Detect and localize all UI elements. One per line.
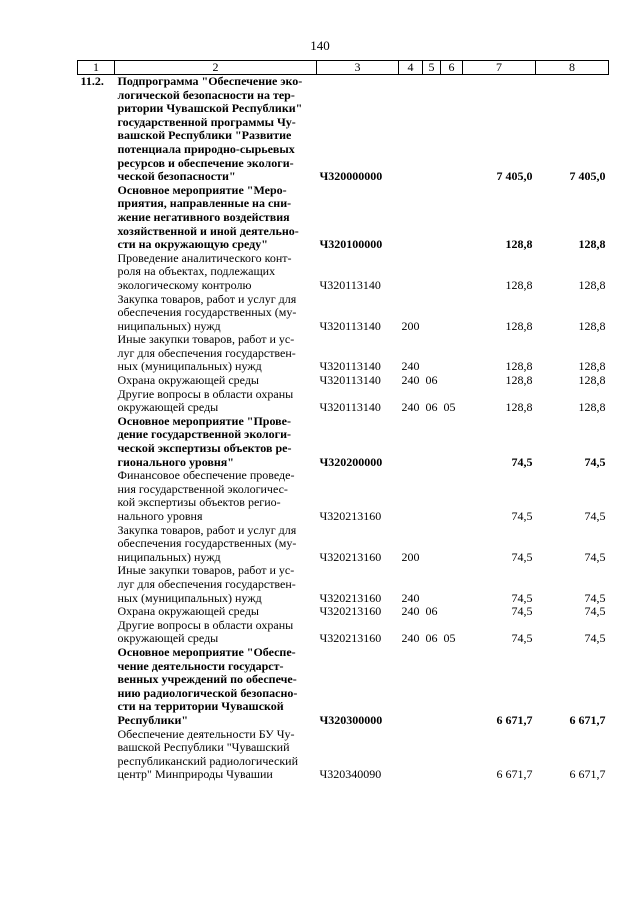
row-name-line: вашской Республики "Чувашский bbox=[117, 740, 290, 755]
amount-col-8: 7 405,0 bbox=[569, 169, 606, 184]
section-code bbox=[423, 252, 441, 293]
row-name-line: Закупка товаров, работ и услуг для bbox=[117, 291, 297, 306]
row-number bbox=[78, 333, 115, 374]
table-row bbox=[78, 75, 609, 184]
amount-col-7: 74,5 bbox=[511, 454, 533, 469]
row-number bbox=[78, 374, 115, 388]
subsection-code bbox=[441, 469, 463, 523]
subsection-code bbox=[441, 524, 463, 565]
row-name-line: чение деятельности государст- bbox=[117, 658, 284, 673]
row-name-line: Основное мероприятие "Обеспе- bbox=[117, 644, 296, 659]
table-row bbox=[78, 374, 609, 388]
page-number: 140 bbox=[310, 38, 330, 53]
row-number bbox=[78, 252, 115, 293]
row-name bbox=[115, 388, 317, 415]
amount-col-8: 74,5 bbox=[584, 631, 606, 646]
expense-type-code: 240 bbox=[401, 359, 420, 374]
target-article-code: Ч320213160 bbox=[319, 631, 382, 646]
section-code bbox=[423, 333, 441, 374]
amount-col-7: 128,8 bbox=[505, 237, 533, 252]
target-article-code: Ч320340090 bbox=[319, 767, 382, 782]
section-code bbox=[423, 524, 441, 565]
budget-table bbox=[77, 60, 609, 782]
header-col-2: 2 bbox=[115, 61, 317, 75]
header-col-5: 5 bbox=[423, 61, 441, 75]
row-name-line: Подпрограмма "Обеспечение эко- bbox=[117, 74, 303, 88]
row-name bbox=[115, 619, 317, 646]
table-row bbox=[78, 388, 609, 415]
row-name-line: роля на объектах, подлежащих bbox=[117, 264, 276, 279]
row-number bbox=[78, 646, 115, 728]
row-name-line: ритории Чувашской Республики" bbox=[117, 101, 303, 116]
section-code bbox=[423, 415, 441, 469]
table-row bbox=[78, 619, 609, 646]
row-number bbox=[78, 388, 115, 415]
row-name-line: Основное мероприятие "Меро- bbox=[117, 182, 287, 197]
amount-col-7: 7 405,0 bbox=[496, 169, 533, 184]
expense-type-code: 200 bbox=[401, 549, 420, 564]
row-name-line: центр" Минприроды Чувашии bbox=[117, 767, 273, 782]
target-article-code: Ч320113140 bbox=[319, 373, 381, 388]
header-col-7: 7 bbox=[463, 61, 536, 75]
amount-col-7: 74,5 bbox=[511, 604, 533, 619]
target-article-code: Ч320213160 bbox=[319, 590, 382, 605]
header-col-3: 3 bbox=[317, 61, 399, 75]
expense-type-code: 240 bbox=[401, 400, 420, 415]
amount-col-7: 74,5 bbox=[511, 549, 533, 564]
row-number bbox=[78, 184, 115, 252]
target-article-code: Ч320113140 bbox=[319, 359, 381, 374]
row-name-line: луг для обеспечения государствен- bbox=[117, 345, 296, 360]
row-number bbox=[78, 564, 115, 605]
row-name-line: Другие вопросы в области охраны bbox=[117, 617, 294, 632]
row-name-line: окружающей среды bbox=[117, 631, 219, 646]
row-name-line: дение государственной экологи- bbox=[117, 427, 292, 442]
row-name bbox=[115, 415, 317, 469]
row-name-line: венных учреждений по обеспече- bbox=[117, 672, 297, 687]
row-name bbox=[115, 728, 317, 782]
row-name-line: ных (муниципальных) нужд bbox=[117, 359, 262, 374]
subsection-code bbox=[441, 252, 463, 293]
section-code bbox=[423, 75, 441, 184]
row-number bbox=[78, 415, 115, 469]
row-name-line: ресурсов и обеспечение экологи- bbox=[117, 155, 294, 170]
amount-col-8: 74,5 bbox=[584, 549, 606, 564]
row-name-line: ниципальных) нужд bbox=[117, 549, 221, 564]
row-name-line: вашской Республики "Развитие bbox=[117, 128, 292, 143]
target-article-code: Ч320100000 bbox=[319, 237, 383, 252]
amount-col-7: 128,8 bbox=[505, 400, 533, 415]
section-code bbox=[423, 184, 441, 252]
row-name bbox=[115, 75, 317, 184]
row-number bbox=[78, 728, 115, 782]
target-article-code: Ч320113140 bbox=[319, 318, 381, 333]
amount-col-8: 74,5 bbox=[584, 509, 606, 523]
table-row bbox=[78, 728, 609, 782]
subsection-code bbox=[441, 564, 463, 605]
subsection-code bbox=[441, 646, 463, 728]
row-name-line: Финансовое обеспечение проведе- bbox=[117, 468, 295, 483]
subsection-code bbox=[441, 728, 463, 782]
row-name-line: сти на территории Чувашской bbox=[117, 699, 284, 714]
subsection-code bbox=[441, 605, 463, 619]
subsection-code bbox=[441, 333, 463, 374]
section-code bbox=[423, 728, 441, 782]
table-row bbox=[78, 293, 609, 334]
amount-col-8: 6 671,7 bbox=[569, 712, 606, 727]
table-row bbox=[78, 333, 609, 374]
subsection-code bbox=[441, 293, 463, 334]
expense-type-code: 240 bbox=[401, 631, 420, 646]
expense-type-code bbox=[399, 415, 423, 469]
row-name-line: нального уровня bbox=[117, 509, 203, 523]
target-article-code: Ч320200000 bbox=[319, 454, 383, 469]
row-name-line: Охрана окружающей среды bbox=[117, 604, 259, 619]
header-col-4: 4 bbox=[399, 61, 423, 75]
row-name-line: Иные закупки товаров, работ и ус- bbox=[117, 563, 295, 578]
table-row bbox=[78, 252, 609, 293]
row-name bbox=[115, 524, 317, 565]
target-article-code: Ч320300000 bbox=[319, 712, 383, 727]
table-row bbox=[78, 524, 609, 565]
amount-col-8: 128,8 bbox=[578, 237, 606, 252]
row-name bbox=[115, 333, 317, 374]
table-row bbox=[78, 469, 609, 523]
expense-type-code: 200 bbox=[401, 318, 420, 333]
subsection-code bbox=[441, 75, 463, 184]
row-name-line: Иные закупки товаров, работ и ус- bbox=[117, 332, 295, 347]
section-code: 06 bbox=[425, 373, 438, 388]
row-name-line: хозяйственной и иной деятельно- bbox=[117, 223, 299, 238]
row-name-line: республиканский радиологический bbox=[117, 753, 299, 768]
row-name-line: Другие вопросы в области охраны bbox=[117, 386, 294, 401]
target-article-code: Ч320213160 bbox=[319, 604, 382, 619]
table-row bbox=[78, 605, 609, 619]
table-row bbox=[78, 415, 609, 469]
row-name-line: сти на окружающую среду" bbox=[117, 237, 268, 252]
section-code: 06 bbox=[425, 631, 438, 646]
expense-type-code: 240 bbox=[401, 604, 420, 619]
amount-col-8: 128,8 bbox=[578, 277, 606, 292]
row-name-line: жение негативного воздействия bbox=[117, 209, 290, 224]
row-name bbox=[115, 469, 317, 523]
row-name-line: потенциала природно-сырьевых bbox=[117, 141, 295, 156]
subsection-code bbox=[441, 374, 463, 388]
expense-type-code bbox=[399, 469, 423, 523]
target-article-code: Ч320113140 bbox=[319, 400, 381, 415]
amount-col-7: 74,5 bbox=[511, 509, 533, 523]
table-row bbox=[78, 646, 609, 728]
row-name bbox=[115, 564, 317, 605]
row-name-line: экологическому контролю bbox=[117, 277, 252, 292]
row-name bbox=[115, 184, 317, 252]
subsection-code bbox=[441, 184, 463, 252]
row-name-line: государственной программы Чу- bbox=[117, 114, 296, 129]
row-name-line: Охрана окружающей среды bbox=[117, 373, 259, 388]
table-header-row bbox=[78, 61, 609, 75]
row-name-line: ния государственной экологичес- bbox=[117, 481, 288, 496]
amount-col-8: 128,8 bbox=[578, 359, 606, 374]
row-number bbox=[78, 619, 115, 646]
amount-col-7: 128,8 bbox=[505, 318, 533, 333]
subsection-code: 05 bbox=[443, 400, 456, 415]
row-number bbox=[78, 605, 115, 619]
amount-col-8: 6 671,7 bbox=[569, 767, 606, 782]
expense-type-code: 240 bbox=[401, 590, 420, 605]
row-name-line: ческой безопасности" bbox=[117, 169, 236, 184]
row-name-line: Обеспечение деятельности БУ Чу- bbox=[117, 726, 295, 741]
section-code bbox=[423, 564, 441, 605]
section-code: 06 bbox=[425, 400, 438, 415]
amount-col-8: 74,5 bbox=[584, 604, 606, 619]
row-name-line: приятия, направленные на сни- bbox=[117, 196, 292, 211]
amount-col-7: 74,5 bbox=[511, 631, 533, 646]
row-name-line: Республики" bbox=[117, 712, 189, 727]
target-article-code: Ч320213160 bbox=[319, 509, 382, 523]
row-name bbox=[115, 646, 317, 728]
row-name bbox=[115, 293, 317, 334]
row-name-line: ных (муниципальных) нужд bbox=[117, 590, 262, 605]
row-name-line: логической безопасности на тер- bbox=[117, 87, 295, 102]
table-row bbox=[78, 564, 609, 605]
row-number: 11.2. bbox=[80, 74, 104, 88]
row-name-line: Закупка товаров, работ и услуг для bbox=[117, 522, 297, 537]
amount-col-8: 128,8 bbox=[578, 373, 606, 388]
row-name bbox=[115, 605, 317, 619]
amount-col-8: 128,8 bbox=[578, 400, 606, 415]
row-name-line: ниципальных) нужд bbox=[117, 318, 221, 333]
header-col-6: 6 bbox=[441, 61, 463, 75]
amount-col-7: 128,8 bbox=[505, 359, 533, 374]
row-number bbox=[78, 469, 115, 523]
amount-col-8: 74,5 bbox=[584, 590, 606, 605]
amount-col-7: 128,8 bbox=[505, 277, 533, 292]
header-col-8: 8 bbox=[536, 61, 609, 75]
expense-type-code bbox=[399, 252, 423, 293]
amount-col-7: 6 671,7 bbox=[496, 767, 533, 782]
row-name bbox=[115, 252, 317, 293]
target-article-code: Ч320213160 bbox=[319, 549, 382, 564]
row-name-line: ческой экспертизы объектов ре- bbox=[117, 441, 292, 456]
subsection-code bbox=[441, 415, 463, 469]
row-number bbox=[78, 524, 115, 565]
amount-col-8: 128,8 bbox=[578, 318, 606, 333]
amount-col-7: 74,5 bbox=[511, 590, 533, 605]
row-name-line: кой экспертизы объектов регио- bbox=[117, 495, 281, 510]
amount-col-8: 74,5 bbox=[584, 454, 606, 469]
row-name-line: окружающей среды bbox=[117, 400, 219, 415]
row-name-line: луг для обеспечения государствен- bbox=[117, 576, 296, 591]
subsection-code: 05 bbox=[443, 631, 456, 646]
amount-col-7: 128,8 bbox=[505, 373, 533, 388]
row-name bbox=[115, 374, 317, 388]
expense-type-code: 240 bbox=[401, 373, 420, 388]
header-col-1: 1 bbox=[78, 61, 115, 75]
row-name-line: обеспечения государственных (му- bbox=[117, 305, 297, 320]
row-name-line: обеспечения государственных (му- bbox=[117, 536, 297, 551]
row-name-line: Проведение аналитического конт- bbox=[117, 250, 292, 265]
amount-col-7: 6 671,7 bbox=[496, 712, 533, 727]
target-article-code: Ч320113140 bbox=[319, 277, 381, 292]
row-name-line: нию радиологической безопасно- bbox=[117, 685, 298, 700]
row-number bbox=[78, 293, 115, 334]
section-code bbox=[423, 646, 441, 728]
expense-type-code bbox=[399, 75, 423, 184]
row-name-line: гионального уровня" bbox=[117, 454, 234, 469]
section-code: 06 bbox=[425, 604, 438, 619]
row-name-line: Основное мероприятие "Прове- bbox=[117, 413, 291, 428]
section-code bbox=[423, 469, 441, 523]
target-article-code: Ч320000000 bbox=[319, 169, 383, 184]
expense-type-code bbox=[399, 728, 423, 782]
expense-type-code bbox=[399, 184, 423, 252]
table-row bbox=[78, 184, 609, 252]
expense-type-code bbox=[399, 646, 423, 728]
section-code bbox=[423, 293, 441, 334]
